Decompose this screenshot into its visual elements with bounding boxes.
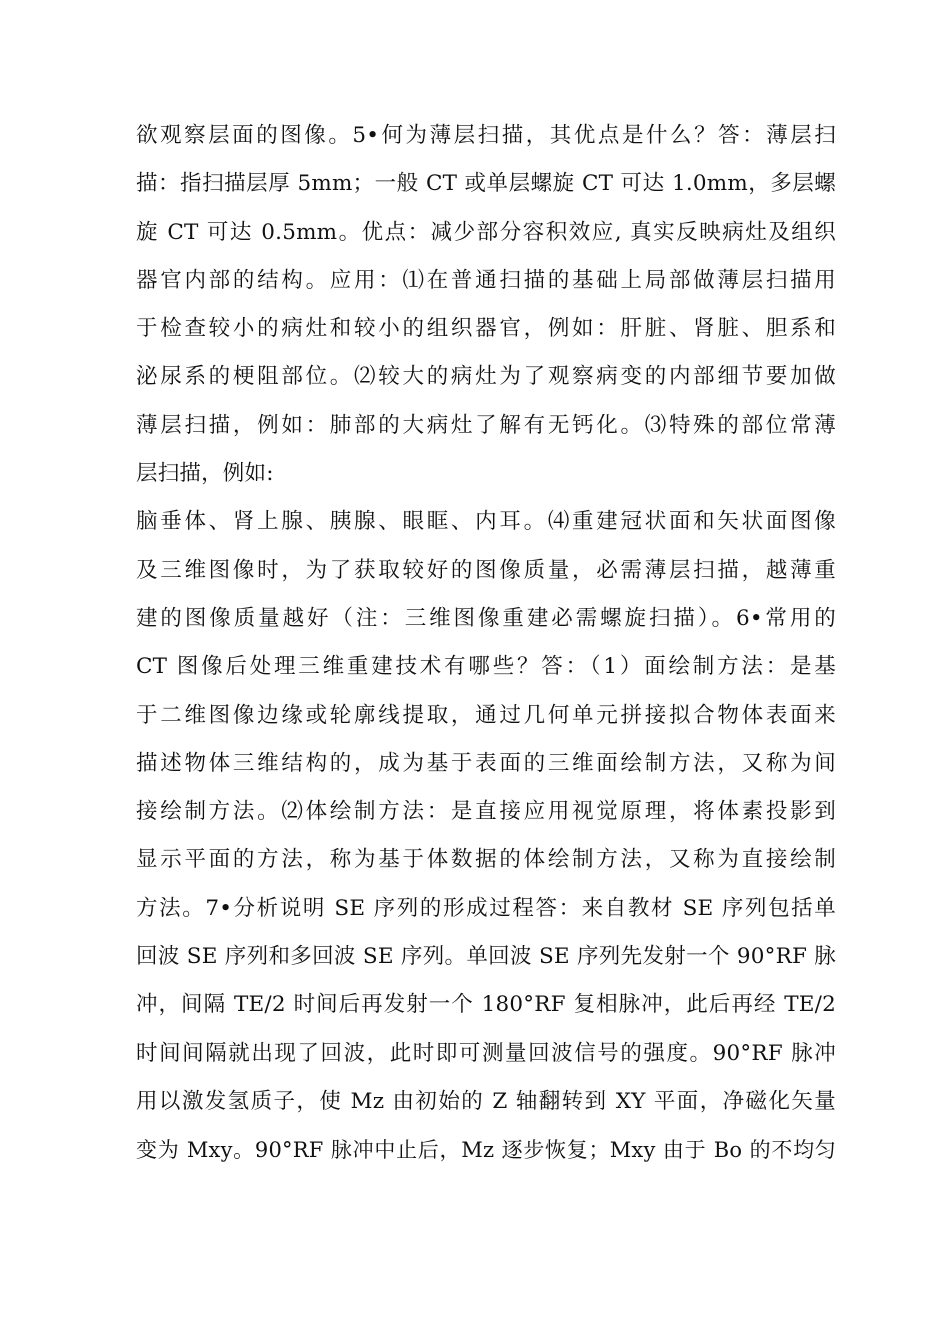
text-line-14: 描述物体三维结构的，成为基于表面的三维面绘制方法，又称为间 — [136, 750, 836, 776]
text-line-19: 冲，间隔 TE/2 时间后再发射一个 180°RF 复相脉冲，此后再经 TE/2 — [136, 992, 836, 1018]
text-line-3: 旋 CT 可达 0.5mm。优点：减少部分容积效应, 真实反映病灶及组织 — [136, 219, 836, 245]
text-line-16: 显示平面的方法，称为基于体数据的体绘制方法，又称为直接绘制 — [136, 847, 836, 873]
text-line-8: 层扫描，例如: — [136, 461, 274, 487]
text-line-4: 器官内部的结构。应用：⑴在普通扫描的基础上局部做薄层扫描用 — [136, 267, 836, 293]
text-line-17: 方法。7•分析说明 SE 序列的形成过程答：来自教材 SE 序列包括单 — [136, 895, 836, 921]
text-line-12: CT 图像后处理三维重建技术有哪些？答：（1）面绘制方法：是基 — [136, 654, 836, 680]
text-line-21: 用以激发氢质子，使 Mz 由初始的 Z 轴翻转到 XY 平面，净磁化矢量 — [136, 1088, 836, 1114]
text-line-18: 回波 SE 序列和多回波 SE 序列。单回波 SE 序列先发射一个 90°RF 脉 — [136, 944, 836, 970]
body-text — [136, 112, 836, 1175]
text-line-9: 脑垂体、肾上腺、胰腺、眼眶、内耳。⑷重建冠状面和矢状面图像 — [136, 509, 836, 535]
text-line-2: 描：指扫描层厚 5mm；一般 CT 或单层螺旋 CT 可达 1.0mm，多层螺 — [136, 171, 836, 197]
text-line-11: 建的图像质量越好（注：三维图像重建必需螺旋扫描）。6•常用的 — [136, 605, 836, 631]
text-line-7: 薄层扫描，例如：肺部的大病灶了解有无钙化。⑶特殊的部位常薄 — [136, 412, 836, 438]
text-line-20: 时间间隔就出现了回波，此时即可测量回波信号的强度。90°RF 脉冲 — [136, 1040, 836, 1066]
text-line-13: 于二维图像边缘或轮廓线提取，通过几何单元拼接拟合物体表面来 — [136, 702, 836, 728]
text-line-1: 欲观察层面的图像。5•何为薄层扫描，其优点是什么？答：薄层扫 — [136, 123, 836, 148]
text-line-15: 接绘制方法。⑵体绘制方法：是直接应用视觉原理，将体素投影到 — [136, 799, 836, 825]
text-line-6: 泌尿系的梗阻部位。⑵较大的病灶为了观察病变的内部细节要加做 — [136, 364, 836, 390]
text-line-5: 于检查较小的病灶和较小的组织器官，例如：肝脏、肾脏、胆系和 — [136, 316, 836, 342]
text-line-22: 变为 Mxy。90°RF 脉冲中止后，Mz 逐步恢复；Mxy 由于 Bo 的不均匀 — [136, 1138, 836, 1163]
text-line-10: 及三维图像时，为了获取较好的图像质量，必需薄层扫描，越薄重 — [136, 557, 836, 583]
